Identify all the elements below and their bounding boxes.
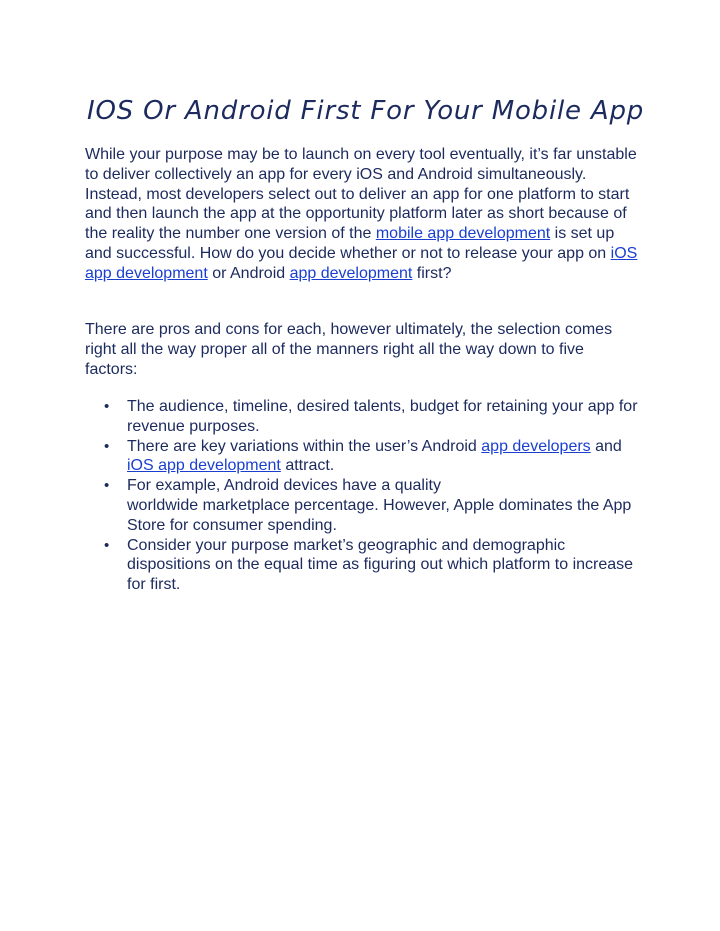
intro-text-4: first? bbox=[412, 264, 452, 282]
bullet-text: and bbox=[590, 437, 622, 455]
factors-paragraph bbox=[85, 320, 640, 379]
page-title: IOS Or Android First For Your Mobile App bbox=[87, 96, 645, 126]
mobile-app-development-link[interactable]: mobile app development bbox=[375, 225, 551, 243]
factors-list bbox=[85, 397, 640, 595]
list-item bbox=[85, 536, 640, 595]
bullet-text: attract. bbox=[280, 457, 335, 475]
intro-text-3: or Android bbox=[207, 264, 290, 282]
app-developers-link[interactable]: app developers bbox=[481, 437, 591, 455]
app-development-link[interactable]: app development bbox=[289, 264, 413, 282]
factors-text: There are pros and cons for each, however ultimately, the selection comes right all the way proper all of the manners right all the way down to five factors: bbox=[85, 321, 613, 378]
ios-app-development-link-2[interactable]: iOS app development bbox=[127, 457, 281, 475]
list-item bbox=[85, 397, 640, 437]
bullet-text: The audience, timeline, desired talents, budget for retaining your app for revenue purposes. bbox=[127, 398, 638, 435]
ios-app-development-link[interactable]: iOS app development bbox=[85, 244, 638, 282]
intro-text-1: While your purpose may be to launch on every tool eventually, it’s far unstable to deliver collectively an app for every iOS and Android simultaneously. Instead, most developers select out to deliver an app for one platform to start and then launch the app at the opportunity platform later as short because of the reality the number one version of the bbox=[85, 146, 637, 243]
bullet-text: worldwide marketplace percentage. However, Apple dominates the App Store for consumer spending. bbox=[127, 496, 632, 534]
intro-text-2: is set up and successful. How do you decide whether or not to release your app on bbox=[85, 225, 615, 262]
list-item bbox=[85, 476, 640, 535]
bullet-text: For example, Android devices have a quality bbox=[127, 477, 441, 495]
bullet-text: There are key variations within the user’s Android bbox=[127, 437, 482, 455]
list-item bbox=[85, 437, 640, 477]
intro-paragraph bbox=[85, 145, 640, 284]
factors-list-container bbox=[85, 397, 640, 595]
bullet-text: Consider your purpose market’s geographic and demographic dispositions on the equal time as figuring out which platform to increase for first. bbox=[127, 536, 634, 594]
